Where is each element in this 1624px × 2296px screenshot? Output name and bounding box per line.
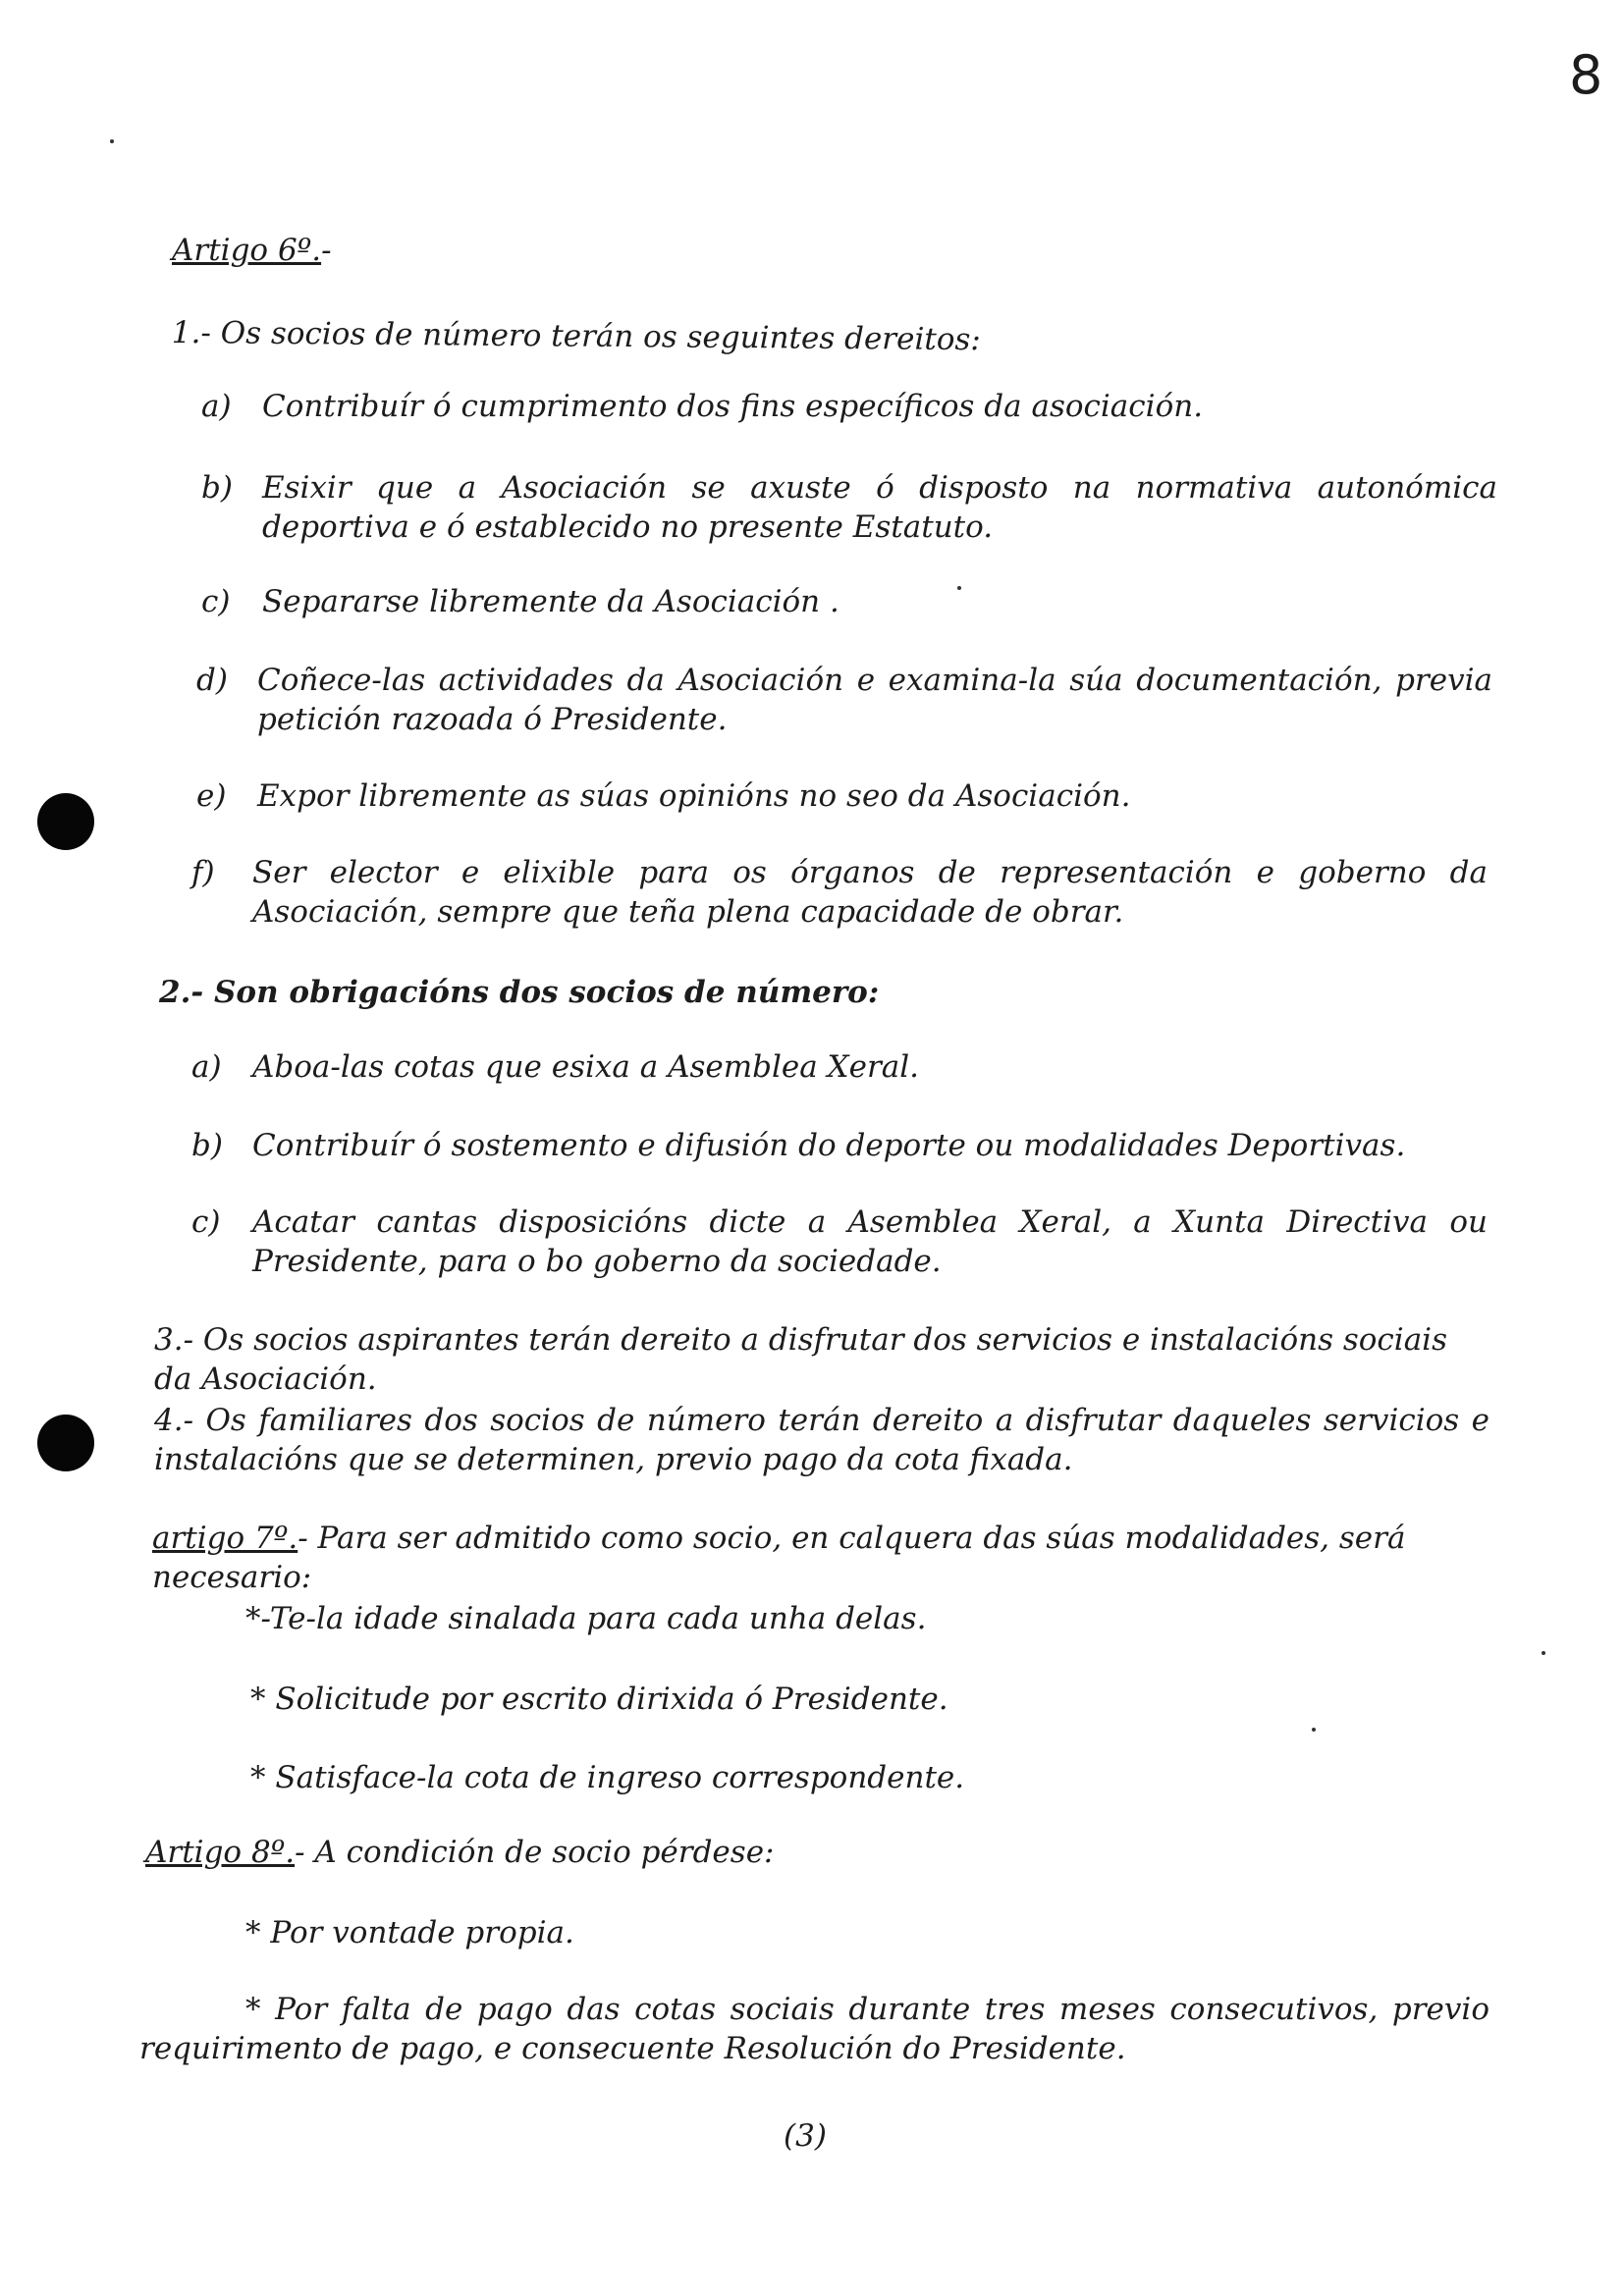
section-1-lead: 1.- Os socios de número terán os seguintes dereitos: xyxy=(171,314,981,358)
requirement-item: *-Te-la idade sinalada para cada unha delas. xyxy=(245,1601,927,1636)
item-label: a) xyxy=(201,389,232,424)
item-text: Expor libremente as súas opinións no seo da Asociación. xyxy=(257,778,1131,814)
right-item xyxy=(196,662,1492,739)
section-4: 4.- Os familiares dos socios de número terán dereito a disfrutar daqueles servicios e instalacións que se determinen, previo pago da cota fixada. xyxy=(154,1403,1489,1477)
item-text: Esixir que a Asociación se axuste ó disposto na normativa autonómica deportiva e ó establecido no presente Estatuto. xyxy=(262,470,1497,545)
article-7-lead: - Para ser admitido como socio, en calquera das súas modalidades, será necesario: xyxy=(152,1521,1406,1595)
right-item xyxy=(196,777,1492,817)
punch-hole xyxy=(37,793,94,850)
heading-dash: - xyxy=(321,233,332,268)
item-text: Acatar cantas disposicións dicte a Asemblea Xeral, a Xunta Directiva ou Presidente, para o bo goberno da sociedade. xyxy=(252,1204,1488,1279)
item-label: e) xyxy=(196,778,227,814)
article-8-paragraph xyxy=(145,1834,774,1873)
requirement-item: * Satisface-la cota de ingreso correspondente. xyxy=(250,1760,965,1795)
loss-condition-item: * Por falta de pago das cotas sociais durante tres meses consecutivos, previo requirimento de pago, e consecuente Resolución do Presidente. xyxy=(139,1992,1489,2066)
article-7-heading: artigo 7º. xyxy=(152,1521,298,1556)
handwritten-page-number: 8 xyxy=(1569,44,1603,106)
scan-speck xyxy=(1542,1651,1545,1655)
item-label: a) xyxy=(191,1049,222,1085)
article-8-heading: Artigo 8º. xyxy=(145,1835,296,1870)
item-label: d) xyxy=(196,663,228,698)
page-footer-number: (3) xyxy=(784,2118,827,2154)
item-label: b) xyxy=(201,470,233,506)
scan-speck xyxy=(110,139,114,143)
item-text: Aboa-las cotas que esixa a Asemblea Xeral. xyxy=(252,1049,920,1085)
article-6-heading: Artigo 6º. xyxy=(172,233,322,268)
item-text: Coñece-las actividades da Asociación e examina-la súa documentación, previa petición razoada ó Presidente. xyxy=(257,663,1492,737)
requirement-item: * Solicitude por escrito dirixida ó Presidente. xyxy=(250,1682,948,1717)
item-text: Separarse libremente da Asociación . xyxy=(262,584,839,619)
obligation-item xyxy=(191,1048,1488,1088)
article-8-lead: - A condición de socio pérdese: xyxy=(295,1835,775,1870)
item-label: c) xyxy=(201,584,231,619)
section-3: 3.- Os socios aspirantes terán dereito a disfrutar dos servicios e instalacións sociais da Asociación. xyxy=(154,1322,1448,1397)
punch-hole xyxy=(37,1415,94,1471)
section-2-lead: 2.- Son obrigacións dos socios de número: xyxy=(159,975,880,1010)
item-text: Contribuír ó sostemento e difusión do deporte ou modalidades Deportivas. xyxy=(252,1128,1406,1163)
item-text: Contribuír ó cumprimento dos fins específicos da asociación. xyxy=(262,389,1204,424)
right-item xyxy=(201,388,1497,427)
right-item xyxy=(201,583,1497,622)
article-6-heading-line xyxy=(172,232,332,271)
item-label: b) xyxy=(191,1128,223,1163)
item-label: c) xyxy=(191,1204,221,1240)
item-text: Ser elector e elixible para os órganos de representación e goberno da Asociación, sempre que teña plena capacidade de obrar. xyxy=(252,855,1488,930)
scan-speck xyxy=(1312,1728,1316,1732)
right-item xyxy=(201,469,1497,547)
obligation-item xyxy=(191,1203,1488,1281)
article-7-paragraph xyxy=(152,1520,1497,1597)
item-label: f) xyxy=(191,855,215,890)
obligation-item xyxy=(191,1127,1488,1166)
right-item xyxy=(191,854,1488,932)
loss-condition-item: * Por vontade propia. xyxy=(245,1915,574,1950)
